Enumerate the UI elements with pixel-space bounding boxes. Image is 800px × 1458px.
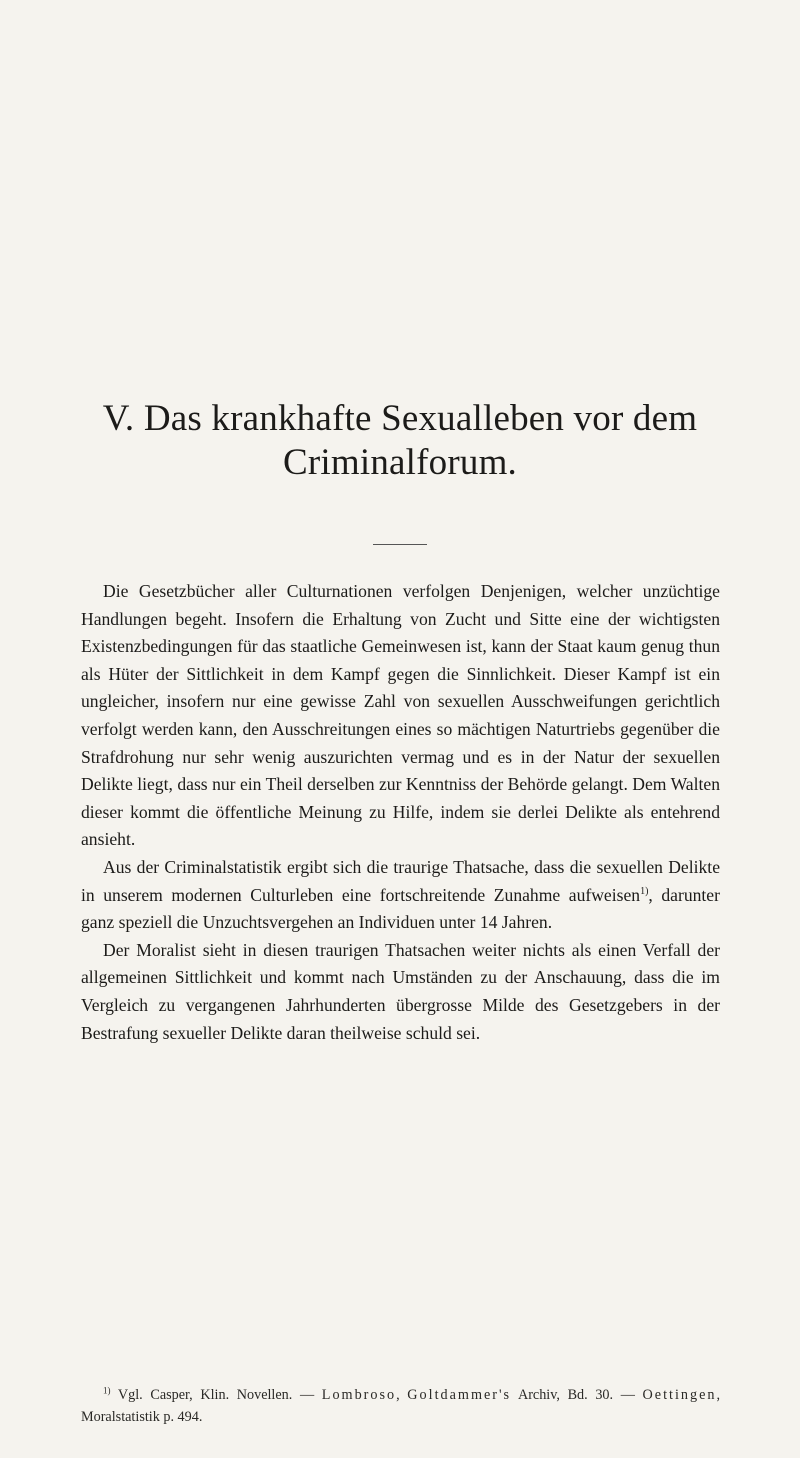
chapter-title-line-1: V. Das krankhafte Sexualleben vor dem	[102, 398, 698, 439]
paragraph-3: Der Moralist sieht in diesen traurigen Thatsachen weiter nichts als einen Verfall der allgemeinen Sittlichkeit und kommt nach Umständen zu der Anschauung, dass die im Vergleich zu vergangenen Jahrhunderten übergrosse Milde des Gesetzgebers in der Bestrafung sexueller Delikte daran theilweise schuld sei.	[81, 939, 720, 1043]
footnote-part-4: , Moralstatistik p. 494.	[81, 1387, 721, 1425]
paragraph-1: Die Gesetzbücher aller Culturnationen verfolgen Denjenigen, welcher unzüchtige Handlungen begeht. Insofern die Erhaltung von Zucht und Sitte eine der wichtigsten Existenzbedingungen für das staatliche Gemeinwesen ist, kann der Staat kaum genug thun als Hüter der Sittlichkeit in dem Kampf gegen die Sinnlichkeit. Dieser Kampf ist ein ungleicher, insofern nur eine gewisse Zahl von sexuellen Ausschweifungen gerichtlich verfolgt werden kann, den Ausschreitungen eines so mächtigen Naturtriebs gegenüber die Strafdrohung nur sehr wenig auszurichten vermag und es in der Natur der sexuellen Delikte liegt, dass nur ein Theil derselben zur Kenntniss der Behörde gelangt. Dem Walten dieser kommt die öffentliche Meinung zu Hilfe, indem sie derlei Delikte als entehrend ansieht.	[81, 581, 720, 850]
footnote-part-1: Vgl. Casper, Klin. Novellen. —	[117, 1387, 322, 1403]
footnote-reference[interactable]: 1)	[640, 885, 649, 897]
footnote-text	[81, 1384, 720, 1428]
footnote-author-goltdammer: Goltdammer's	[407, 1387, 512, 1403]
chapter-title-line-2: Criminalforum.	[282, 442, 517, 483]
footnote-part-2: ,	[396, 1387, 408, 1403]
paragraph-2	[81, 854, 720, 937]
main-text	[81, 578, 720, 1047]
footnote-mark: 1)	[103, 1385, 111, 1396]
paragraph-2-text-b: , darunter ganz speziell die Unzuchtsvergehen an Individuen unter 14 Jahren.	[81, 884, 720, 933]
footnote-author-lombroso: Lombroso	[321, 1387, 397, 1403]
footnote-author-oettingen: Oettingen	[642, 1387, 717, 1403]
footnote	[81, 1384, 720, 1428]
title-divider	[373, 544, 427, 545]
footnote-part-3: Archiv, Bd. 30. —	[511, 1387, 643, 1403]
paragraph-2-text-a: Aus der Criminalstatistik ergibt sich die traurige Thatsache, dass die sexuellen Delikte in unserem modernen Culturleben eine fortschreitende Zunahme aufweisen	[81, 856, 720, 905]
